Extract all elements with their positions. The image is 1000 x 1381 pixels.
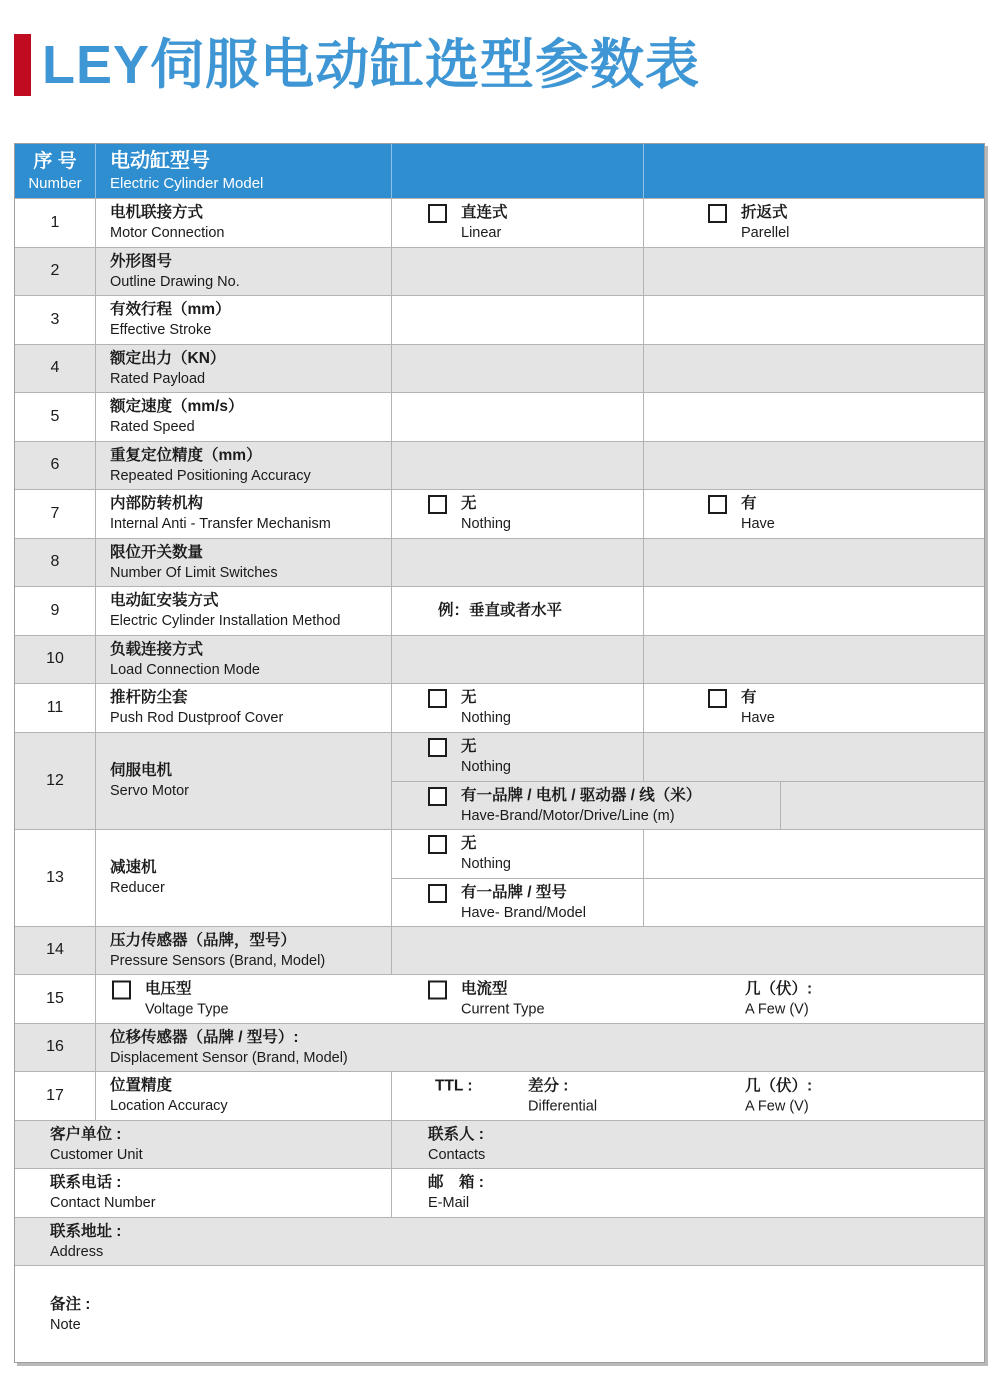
sub-row (392, 830, 984, 878)
row-number: 5 (15, 393, 96, 441)
option-cell-nothing (392, 733, 644, 781)
option-cell-parallel (644, 199, 984, 247)
row-rated-payload (15, 344, 984, 393)
label-en: Rated Speed (110, 419, 195, 436)
label-zh: 推杆防尘套 (110, 689, 188, 707)
option-zh: 电压型 (145, 980, 192, 998)
have-checkbox[interactable] (708, 495, 727, 514)
ttl-field (435, 1075, 473, 1116)
label-en: Pressure Sensors (Brand, Model) (110, 952, 326, 969)
blank-cell (644, 539, 984, 587)
differential-zh: 差分 : (528, 1077, 569, 1095)
option-en: Current Type (461, 1001, 545, 1018)
header-model-cell (96, 144, 392, 198)
label-zh: 限位开关数量 (110, 543, 204, 561)
reducer-options (392, 830, 984, 926)
label-zh: 电动缸安装方式 (110, 592, 219, 610)
row-number: 4 (15, 345, 96, 393)
option-cell-have (644, 684, 984, 732)
blank-cell (644, 830, 984, 878)
option-zh: 有 (741, 495, 757, 513)
label-zh: 额定出力（KN） (110, 349, 226, 367)
row-label (96, 345, 392, 393)
volts-field (745, 978, 812, 1019)
parallel-checkbox[interactable] (708, 204, 727, 223)
label-zh: 位置精度 (110, 1077, 173, 1095)
row-motor-connection (15, 198, 984, 247)
spacer (435, 1096, 473, 1116)
blank-cell (644, 587, 984, 635)
blank-cell (392, 927, 984, 975)
sub-row (392, 781, 984, 829)
header-number-zh: 序 号 (33, 150, 77, 172)
row-label (96, 684, 392, 732)
linear-checkbox[interactable] (428, 204, 447, 223)
volts-en: A Few (V) (745, 1001, 809, 1018)
voltage-type-checkbox[interactable] (112, 980, 131, 999)
row-outline-drawing (15, 247, 984, 296)
address-en: Address (50, 1243, 104, 1260)
table-header-row (15, 144, 984, 198)
row-label (96, 199, 392, 247)
row-label (96, 442, 392, 490)
option-en: Nothing (461, 516, 511, 533)
row-number: 13 (15, 830, 96, 926)
row-label (96, 296, 392, 344)
label-zh: 有效行程（mm） (110, 301, 231, 319)
option-en: Have (741, 710, 775, 727)
blank-cell (392, 248, 644, 296)
blank-cell (644, 248, 984, 296)
label-zh: 压力传感器（品牌，型号） (110, 931, 297, 949)
row-number: 15 (15, 975, 96, 1023)
note-zh: 备注 : (50, 1295, 91, 1313)
blank-cell (644, 345, 984, 393)
phone-cell (15, 1169, 392, 1217)
label-en: Servo Motor (110, 783, 189, 799)
option-en: Have (741, 516, 775, 533)
sub-row (392, 733, 984, 781)
blank-cell (392, 539, 644, 587)
row-number: 3 (15, 296, 96, 344)
label-en: Rated Payload (110, 370, 206, 387)
option-zh: 电流型 (461, 980, 508, 998)
row-voltage-current-type (15, 974, 984, 1023)
selection-parameter-table (14, 143, 985, 1363)
contacts-en: Contacts (428, 1146, 486, 1163)
phone-en: Contact Number (50, 1195, 156, 1212)
page-title-block (14, 34, 700, 96)
phone-zh: 联系电话 : (50, 1174, 122, 1192)
blank-cell (644, 636, 984, 684)
blank-cell (392, 636, 644, 684)
row-load-connection (15, 635, 984, 684)
nothing-checkbox[interactable] (428, 689, 447, 708)
blank-cell (392, 442, 644, 490)
row-number: 17 (15, 1072, 96, 1120)
label-en: Push Rod Dustproof Cover (110, 710, 284, 727)
note-cell (15, 1266, 984, 1362)
option-en: Nothing (461, 710, 511, 727)
label-en: Electric Cylinder Installation Method (110, 613, 341, 630)
header-empty-mid (392, 144, 644, 198)
blank-cell (392, 345, 644, 393)
row-address (15, 1217, 984, 1266)
customer-unit-zh: 客户单位 : (50, 1125, 122, 1143)
option-zh: 无 (461, 495, 477, 513)
contacts-cell (392, 1121, 984, 1169)
option-zh: 折返式 (741, 204, 788, 222)
nothing-checkbox[interactable] (428, 738, 447, 757)
option-cell-nothing (392, 830, 644, 878)
row-dustproof-cover (15, 683, 984, 732)
blank-cell (781, 782, 984, 829)
differential-field (528, 1075, 597, 1116)
example-cell (392, 587, 644, 635)
row-number: 7 (15, 490, 96, 538)
header-number-cell (15, 144, 96, 198)
option-zh: 无 (461, 689, 477, 707)
row-number: 1 (15, 199, 96, 247)
volts-zh: 几（伏）: (745, 980, 813, 998)
email-en: E-Mail (428, 1195, 470, 1212)
blank-cell (644, 296, 984, 344)
page-title: LEY伺服电动缸选型参数表 (42, 35, 701, 95)
header-number-en: Number (28, 174, 82, 192)
option-en: Voltage Type (145, 1001, 229, 1018)
option-cell-have-brand (392, 879, 644, 926)
label-en: Motor Connection (110, 225, 225, 242)
row-number: 14 (15, 927, 96, 975)
option-zh: 无 (461, 738, 477, 756)
row-number: 8 (15, 539, 96, 587)
label-en: Outline Drawing No. (110, 273, 240, 290)
differential-en: Differential (528, 1098, 598, 1115)
row-reducer (15, 829, 984, 926)
option-en: Have-Brand/Motor/Drive/Line (m) (461, 807, 675, 824)
option-en: Parellel (741, 225, 790, 242)
label-en: Displacement Sensor (Brand, Model) (110, 1049, 348, 1066)
label-zh: 额定速度（mm/s） (110, 398, 244, 416)
volts-zh: 几（伏）: (745, 1077, 813, 1095)
row-displacement-sensor (15, 1023, 984, 1072)
option-en: Linear (461, 225, 502, 242)
option-cell-have-brand (392, 782, 781, 829)
row-number: 10 (15, 636, 96, 684)
row-label (96, 587, 392, 635)
option-cell-nothing (392, 490, 644, 538)
nothing-checkbox[interactable] (428, 835, 447, 854)
label-en: Reducer (110, 880, 165, 896)
label-zh: 减速机 (110, 859, 157, 876)
have-brand-checkbox[interactable] (428, 787, 447, 806)
option-en: Nothing (461, 759, 511, 776)
have-brand-checkbox[interactable] (428, 884, 447, 903)
option-zh: 直连式 (461, 204, 508, 222)
label-en: Internal Anti - Transfer Mechanism (110, 516, 331, 533)
option-en: Have- Brand/Model (461, 904, 586, 921)
customer-unit-cell (15, 1121, 392, 1169)
option-zh: 有 (741, 689, 757, 707)
label-zh: 外形图号 (110, 252, 173, 270)
current-type-checkbox[interactable] (428, 980, 447, 999)
header-model-zh: 电动缸型号 (110, 150, 210, 172)
label-en: Location Accuracy (110, 1098, 228, 1115)
row-anti-transfer (15, 489, 984, 538)
customer-unit-en: Customer Unit (50, 1146, 143, 1163)
label-zh: 伺服电机 (110, 762, 173, 779)
volts-field (745, 1075, 812, 1116)
blank-cell (392, 393, 644, 441)
row-customer-contacts (15, 1120, 984, 1169)
ttl-label: TTL : (435, 1077, 473, 1095)
address-zh: 联系地址 : (50, 1222, 122, 1240)
voltage-type-option (112, 978, 229, 1019)
label-zh: 位移传感器（品牌 / 型号）: (110, 1028, 299, 1046)
nothing-checkbox[interactable] (428, 495, 447, 514)
volts-en: A Few (V) (745, 1098, 809, 1115)
example-text: 例：垂直或者水平 (438, 602, 563, 620)
label-en: Number Of Limit Switches (110, 564, 278, 581)
blank-cell (644, 442, 984, 490)
row-installation-method (15, 586, 984, 635)
email-cell (392, 1169, 984, 1217)
label-en: Repeated Positioning Accuracy (110, 467, 311, 484)
row-effective-stroke (15, 295, 984, 344)
accuracy-fields-cell (392, 1072, 984, 1120)
blank-cell (644, 733, 984, 781)
label-zh: 电机联接方式 (110, 204, 204, 222)
option-cell-nothing (392, 684, 644, 732)
row-label (96, 1072, 392, 1120)
row-location-accuracy (15, 1071, 984, 1120)
row-label-merged (96, 1024, 984, 1072)
label-zh: 重复定位精度（mm） (110, 446, 262, 464)
row-number: 6 (15, 442, 96, 490)
title-red-bar (14, 34, 31, 96)
row-number: 11 (15, 684, 96, 732)
contacts-zh: 联系人 : (428, 1125, 484, 1143)
blank-cell (644, 393, 984, 441)
type-options-cell (96, 975, 984, 1023)
row-number: 16 (15, 1024, 96, 1072)
row-servo-motor (15, 732, 984, 829)
row-label (96, 539, 392, 587)
option-cell-have (644, 490, 984, 538)
option-cell-linear (392, 199, 644, 247)
current-type-option (428, 978, 545, 1019)
row-number: 12 (15, 733, 96, 829)
row-rated-speed (15, 392, 984, 441)
row-limit-switches (15, 538, 984, 587)
address-cell (15, 1218, 984, 1266)
row-pressure-sensors (15, 926, 984, 975)
row-note (15, 1265, 984, 1362)
row-label (96, 636, 392, 684)
label-zh: 内部防转机构 (110, 495, 204, 513)
email-zh: 邮 箱 : (428, 1174, 484, 1192)
row-label (96, 733, 392, 829)
row-number: 2 (15, 248, 96, 296)
header-empty-right (644, 144, 984, 198)
note-en: Note (50, 1316, 81, 1333)
option-zh: 无 (461, 835, 477, 853)
row-label (96, 393, 392, 441)
row-label (96, 830, 392, 926)
label-zh: 负载连接方式 (110, 640, 204, 658)
option-en: Nothing (461, 856, 511, 873)
row-label (96, 490, 392, 538)
header-model-en: Electric Cylinder Model (110, 175, 264, 192)
label-en: Effective Stroke (110, 322, 212, 339)
have-checkbox[interactable] (708, 689, 727, 708)
servo-motor-options (392, 733, 984, 829)
row-repeat-accuracy (15, 441, 984, 490)
row-label (96, 248, 392, 296)
row-label (96, 927, 392, 975)
option-zh: 有一品牌 / 电机 / 驱动器 / 线（米） (461, 786, 702, 804)
label-en: Load Connection Mode (110, 661, 260, 678)
blank-cell (644, 879, 984, 926)
row-number: 9 (15, 587, 96, 635)
row-phone-email (15, 1168, 984, 1217)
option-zh: 有一品牌 / 型号 (461, 883, 567, 901)
sub-row (392, 878, 984, 926)
blank-cell (392, 296, 644, 344)
